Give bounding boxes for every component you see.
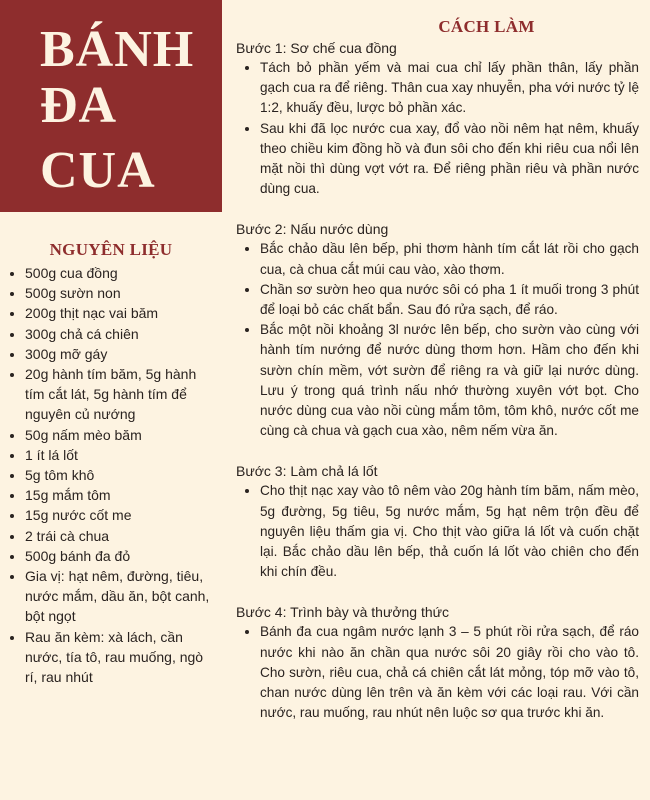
- ingredient-item: • 500g cua đồng: [25, 263, 218, 283]
- step-title: Bước 3: Làm chả lá lốt: [236, 463, 378, 480]
- ingredient-item: • 50g nấm mèo băm: [25, 425, 218, 445]
- ingredient-item: • 20g hành tím băm, 5g hành tím cắt lát, 5g hành tím để nguyên củ nướng: [25, 364, 218, 425]
- ingredient-item: • 1 ít lá lốt: [25, 445, 218, 465]
- ingredient-item: • 15g nước cốt me: [25, 505, 218, 525]
- title-line-2: ĐA: [40, 77, 118, 134]
- step-3: [236, 461, 639, 582]
- ingredient-item: • Gia vị: hạt nêm, đường, tiêu, nước mắm, dầu ăn, bột canh, bột ngọt: [25, 566, 218, 627]
- step-bullet: • Bánh đa cua ngâm nước lạnh 3 – 5 phút rồi rửa sạch, để ráo nước khi nào ăn chần qua nước sôi 20 giây rồi cho vào tô. Cho sườn, riêu cua, chả cá chiên cắt lát mỏng, tóp mỡ vào tô, chan nước dùng lên trên và ăn kèm với các loại rau. Với cần nước, rau muống, rau nhút nên luộc sơ qua trước khi ăn.: [260, 622, 639, 723]
- step-title: Bước 1: Sơ chế cua đồng: [236, 40, 397, 56]
- ingredient-item: • 15g mắm tôm: [25, 485, 218, 505]
- step-2: [236, 219, 639, 441]
- ingredient-item: • Rau ăn kèm: xà lách, cần nước, tía tô, rau muống, ngò rí, rau nhút: [25, 627, 218, 688]
- step-title: Bước 2: Nấu nước dùng: [236, 221, 389, 238]
- step-bullet: • Bắc chảo dầu lên bếp, phi thơm hành tím cắt lát rồi cho gạch cua, cà chua cắt múi cau vào, xào thơm.: [260, 239, 639, 279]
- ingredient-item: • 500g bánh đa đỏ: [25, 546, 218, 566]
- title-line-3: CUA: [40, 142, 156, 199]
- method-section: [236, 16, 639, 723]
- ingredient-item: • 2 trái cà chua: [25, 526, 218, 546]
- ingredients-list: [0, 263, 218, 687]
- method-heading: CÁCH LÀM: [438, 17, 535, 36]
- title-banner: [0, 0, 222, 212]
- step-bullet: • Sau khi đã lọc nước cua xay, đổ vào nồi nêm hạt nêm, khuấy theo chiều kim đồng hồ và đun sôi cho đến khi riêu cua nổi lên mặt nồi thì dùng vợt vớt ra. Để riêng phần riêu và phần nước dùng cua.: [260, 119, 639, 200]
- ingredient-item: • 500g sườn non: [25, 283, 218, 303]
- step-bullets: [236, 58, 639, 199]
- step-bullet: • Bắc một nồi khoảng 3l nước lên bếp, cho sườn vào cùng với hành tím nướng để nước dùng thơm hơn. Hầm cho đến khi sườn chín mềm, vớt sườn để riêng ra và giữ lại nước dùng. Lưu ý trong quá trình nấu nhớ thường xuyên vớt bọt. Cho nước dùng cua vào nồi cùng mắm tôm, tôm khô, nước cốt me cùng cà chua và gạch cua xào, nêm nếm vừa ăn.: [260, 320, 639, 441]
- step-bullet: • Cho thịt nạc xay vào tô nêm vào 20g hành tím băm, nấm mèo, 5g đường, 5g tiêu, 5g nước mắm, 5g hạt nêm trộn đều để nguyên liệu thấm gia vị. Cho thịt vào giữa lá lốt và cuốn chặt lại. Bắc chảo dầu lên bếp, thả cuốn lá lốt vào chiên cho đến khi chín đều.: [260, 481, 639, 582]
- step-bullets: [236, 239, 639, 441]
- step-bullets: [236, 481, 639, 582]
- title-line-1: BÁNH: [40, 21, 195, 78]
- ingredient-item: • 200g thịt nạc vai băm: [25, 303, 218, 323]
- ingredient-item: • 300g mỡ gáy: [25, 344, 218, 364]
- step-1: [236, 38, 639, 199]
- ingredients-heading: NGUYÊN LIỆU: [49, 240, 173, 259]
- ingredient-item: • 300g chả cá chiên: [25, 324, 218, 344]
- step-bullets: [236, 622, 639, 723]
- step-4: [236, 602, 639, 723]
- step-title: Bước 4: Trình bày và thưởng thức: [236, 604, 450, 621]
- step-bullet: • Chần sơ sườn heo qua nước sôi có pha 1 ít muối trong 3 phút để loại bỏ các chất bẩn. Sau đó rửa sạch, để ráo.: [260, 280, 639, 320]
- step-bullet: • Tách bỏ phần yếm và mai cua chỉ lấy phần thân, lấy phần gạch cua ra để riêng. Thân cua xay nhuyễn, pha với nước tỷ lệ 1:2, khuấy đều, lược bỏ phần xác.: [260, 58, 639, 119]
- ingredient-item: • 5g tôm khô: [25, 465, 218, 485]
